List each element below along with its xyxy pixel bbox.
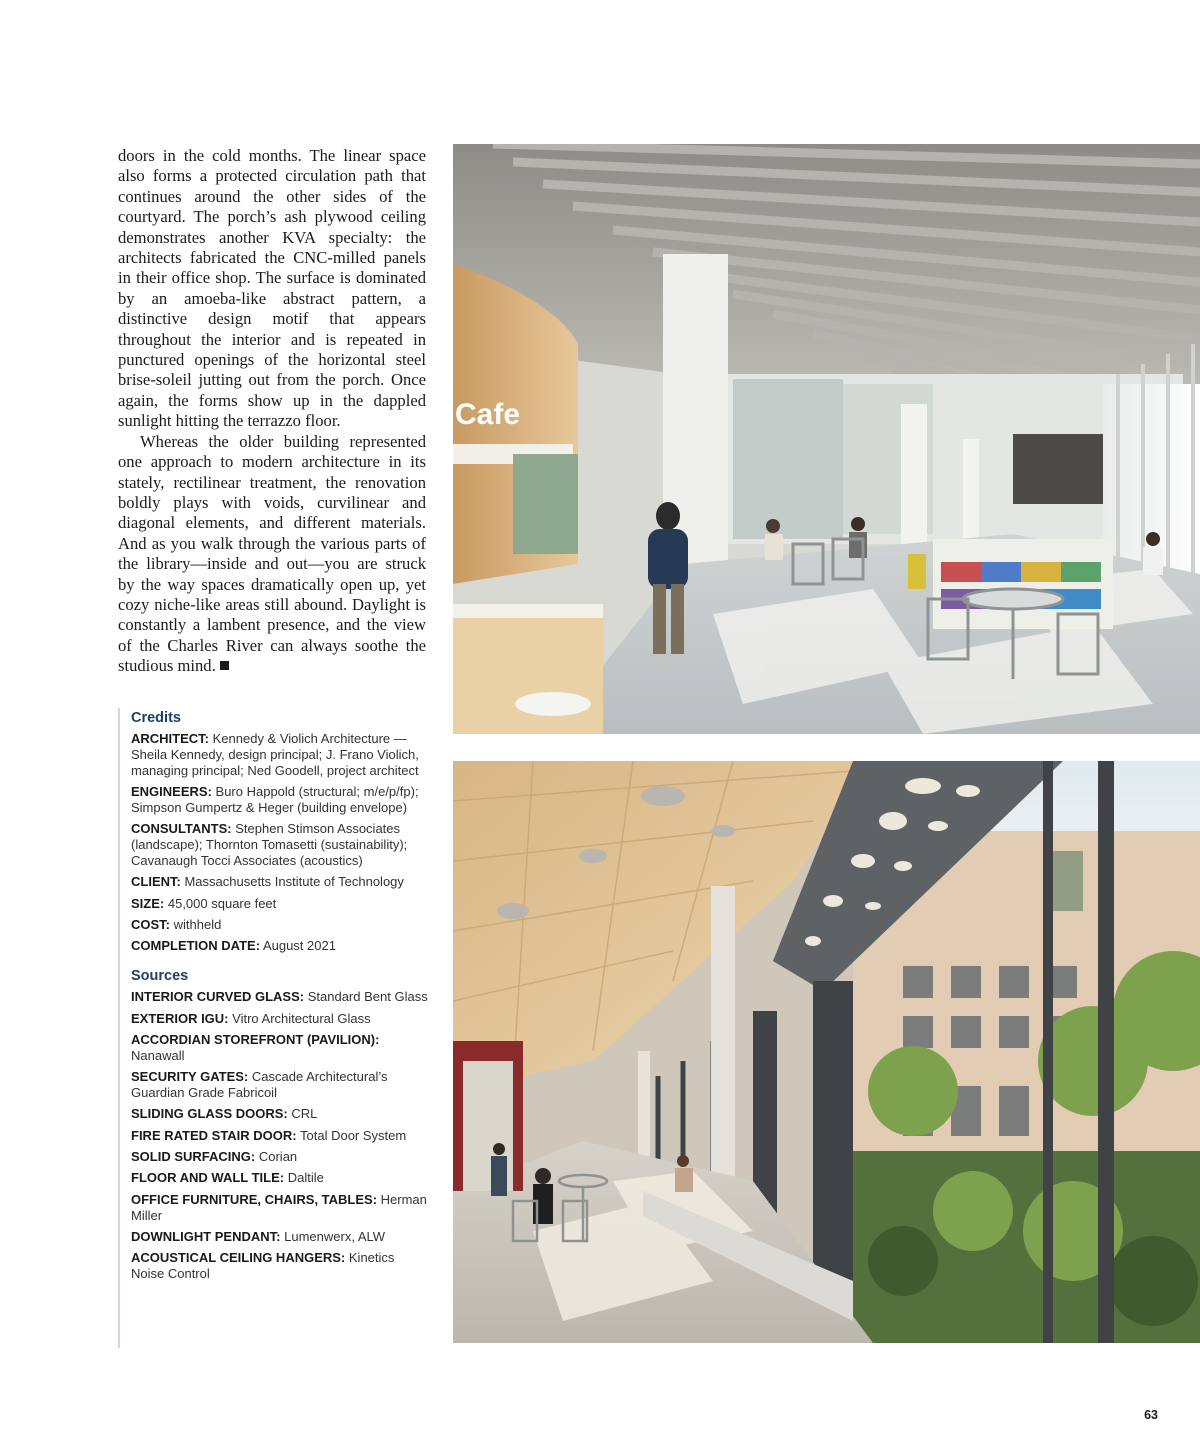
sources-label: INTERIOR CURVED GLASS: <box>131 989 305 1005</box>
porch-courtyard-photo <box>453 761 1200 1343</box>
credits-entry <box>131 917 428 933</box>
article-body <box>118 146 426 677</box>
credits-entry <box>131 731 428 778</box>
sources-value: CRL <box>291 1106 318 1122</box>
library-interior-photo <box>453 144 1200 734</box>
sources-label: SOLID SURFACING: <box>131 1149 256 1165</box>
sources-value: Standard Bent Glass <box>307 989 428 1005</box>
sources-entry <box>131 1229 428 1245</box>
credits-value: Stephen Stimson Associates (landscape); Thornton Tomasetti (sustainability); Cavanaugh Tocci Associates (acoustics) <box>131 821 408 868</box>
sources-entry <box>131 1149 428 1165</box>
sources-value: Vitro Architectural Glass <box>232 1010 371 1026</box>
credits-value: Kennedy & Violich Architecture — Sheila Kennedy, design principal; J. Frano Violich, managing principal; Ned Goodell, project architect <box>131 731 419 778</box>
credits-sidebar <box>118 708 428 1348</box>
credits-entry <box>131 896 428 912</box>
article-paragraph: Whereas the older building represented one approach to modern architecture in its stately, rectilinear treatment, the renovation boldly plays with voids, curvilinear and diagonal elements, and different materials. And as you walk through the various parts of the library—inside and out—you are struck by the way spaces dramatically open up, yet cozy niche-like areas still abound. Daylight is constantly a lambent presence, and the view of the Charles River can always soothe the studious mind. <box>118 431 426 676</box>
article-paragraph: doors in the cold months. The linear space also forms a protected circulation path that continues around the other sides of the courtyard. The porch’s ash plywood ceiling demonstrates another KVA specialty: the architects fabricated the CNC-milled panels in their office shop. The surface is dominated by an amoeba-like abstract pattern, a distinctive design motif that appears throughout the interior and is repeated in punctured openings of the horizontal steel brise-soleil jutting out from the porch. Once again, the forms show up in the dappled sunlight hitting the terrazzo floor. <box>118 146 426 431</box>
cafe-sign: Cafe <box>455 398 521 431</box>
credits-value: withheld <box>173 916 222 932</box>
sources-entry <box>131 1106 428 1122</box>
sources-label: OFFICE FURNITURE, CHAIRS, TABLES: <box>131 1191 378 1207</box>
sources-entry <box>131 1069 428 1101</box>
credits-label: CLIENT: <box>131 874 181 890</box>
credits-value: Buro Happold (structural; m/e/p/fp); Simpson Gumpertz & Heger (building envelope) <box>131 783 419 815</box>
credits-label: COST: <box>131 916 170 932</box>
sources-entry <box>131 1128 428 1144</box>
credits-entry <box>131 874 428 890</box>
credits-entry <box>131 938 428 954</box>
sources-heading: Sources <box>131 968 189 985</box>
sources-list <box>131 989 428 1282</box>
credits-value: August 2021 <box>262 938 336 954</box>
sources-entry <box>131 1170 428 1186</box>
sources-entry <box>131 989 428 1005</box>
sources-value: Kinetics Noise Control <box>131 1250 395 1282</box>
credits-label: ARCHITECT: <box>131 731 209 746</box>
sources-value: Nanawall <box>131 1047 185 1063</box>
sources-value: Daltile <box>287 1170 324 1186</box>
porch-courtyard-illustration <box>453 761 1200 1343</box>
end-mark-icon <box>220 661 229 670</box>
sources-label: DOWNLIGHT PENDANT: <box>131 1229 281 1245</box>
credits-entry <box>131 821 428 868</box>
sources-value: Herman Miller <box>131 1191 427 1223</box>
credits-value: 45,000 square feet <box>167 895 277 911</box>
sources-value: Lumenwerx, ALW <box>284 1229 386 1245</box>
credits-list <box>131 731 428 954</box>
page-number: 63 <box>1144 1408 1158 1422</box>
library-interior-illustration <box>453 144 1200 734</box>
credits-entry <box>131 784 428 816</box>
sources-value: Total Door System <box>300 1127 407 1143</box>
credits-label: COMPLETION DATE: <box>131 938 261 954</box>
sources-entry <box>131 1032 428 1064</box>
credits-value: Massachusetts Institute of Technology <box>184 874 404 890</box>
sources-entry <box>131 1011 428 1027</box>
sources-entry <box>131 1192 428 1224</box>
sources-label: SECURITY GATES: <box>131 1069 249 1085</box>
credits-heading: Credits <box>131 710 181 726</box>
credits-label: SIZE: <box>131 895 165 911</box>
sources-label: FLOOR AND WALL TILE: <box>131 1170 285 1186</box>
sources-value: Cascade Architectural’s Guardian Grade Fabricoil <box>131 1069 388 1100</box>
sources-label: ACCORDIAN STOREFRONT (PAVILION): <box>131 1031 380 1047</box>
sources-label: EXTERIOR IGU: <box>131 1010 229 1026</box>
sources-entry <box>131 1250 428 1282</box>
sources-label: SLIDING GLASS DOORS: <box>131 1106 288 1122</box>
sources-value: Corian <box>258 1149 298 1165</box>
sources-label: ACOUSTICAL CEILING HANGERS: <box>131 1250 346 1266</box>
credits-label: ENGINEERS: <box>131 783 212 799</box>
credits-label: CONSULTANTS: <box>131 821 232 837</box>
sources-label: FIRE RATED STAIR DOOR: <box>131 1127 297 1143</box>
